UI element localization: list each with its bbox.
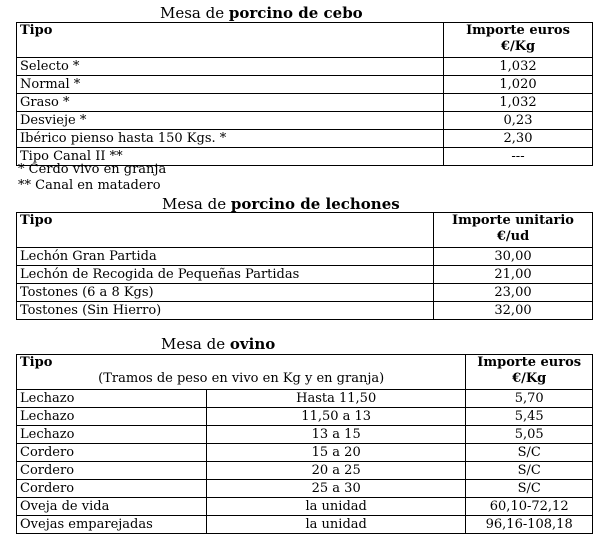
ovino-peso-cell: 11,50 a 13 [207, 408, 466, 426]
ovino-tipo-cell: Cordero [17, 444, 207, 462]
lechones-tipo-cell: Tostones (Sin Hierro) [17, 302, 434, 320]
ovino-importe-cell: S/C [466, 462, 593, 480]
ovino-peso-cell: 13 a 15 [207, 426, 466, 444]
lechones-header-row [17, 213, 593, 248]
lechones-col-importe-line1: Importe unitario [452, 213, 574, 228]
table-row [17, 248, 593, 266]
ovino-tipo-cell: Lechazo [17, 390, 207, 408]
ovino-header-row [17, 355, 593, 390]
cebo-col-importe-line1: Importe euros [466, 23, 570, 38]
ovino-title [161, 335, 275, 353]
cebo-importe-cell: 1,020 [444, 76, 593, 94]
lechones-table [16, 212, 593, 320]
table-row [17, 130, 593, 148]
ovino-col-importe-line1: Importe euros [477, 355, 582, 370]
ovino-col-tramos: (Tramos de peso en vivo en Kg y en granja) [98, 371, 385, 386]
cebo-title-bold: porcino de cebo [228, 4, 363, 22]
table-row [17, 284, 593, 302]
ovino-peso-cell: Hasta 11,50 [207, 390, 466, 408]
cebo-tipo-cell: Tipo Canal II ** [17, 148, 444, 166]
ovino-importe-cell: S/C [466, 480, 593, 498]
ovino-peso-cell: 25 a 30 [207, 480, 466, 498]
table-row [17, 112, 593, 130]
lechones-tipo-cell: Lechón Gran Partida [17, 248, 434, 266]
table-row [17, 426, 593, 444]
table-row [17, 390, 593, 408]
ovino-tipo-cell: Cordero [17, 480, 207, 498]
cebo-table [16, 22, 593, 166]
cebo-header-row [17, 23, 593, 58]
ovino-importe-cell: S/C [466, 444, 593, 462]
lechones-importe-cell: 23,00 [434, 284, 593, 302]
ovino-title-bold: ovino [229, 335, 276, 353]
ovino-peso-cell: la unidad [207, 516, 466, 534]
lechones-importe-cell: 30,00 [434, 248, 593, 266]
ovino-importe-cell: 5,70 [466, 390, 593, 408]
lechones-tipo-cell: Tostones (6 a 8 Kgs) [17, 284, 434, 302]
ovino-tipo-cell: Lechazo [17, 408, 207, 426]
table-row [17, 462, 593, 480]
ovino-table [16, 354, 593, 534]
ovino-tipo-cell: Lechazo [17, 426, 207, 444]
ovino-col-importe [466, 355, 593, 390]
cebo-title [160, 4, 363, 22]
cebo-importe-cell: --- [444, 148, 593, 166]
lechones-col-tipo: Tipo [17, 213, 434, 248]
table-row [17, 480, 593, 498]
ovino-title-prefix: Mesa de [161, 335, 230, 353]
cebo-importe-cell: 1,032 [444, 94, 593, 112]
ovino-peso-cell: 20 a 25 [207, 462, 466, 480]
table-row [17, 302, 593, 320]
cebo-importe-cell: 0,23 [444, 112, 593, 130]
table-row [17, 516, 593, 534]
lechones-importe-cell: 21,00 [434, 266, 593, 284]
cebo-title-prefix: Mesa de [160, 4, 229, 22]
cebo-col-tipo: Tipo [17, 23, 444, 58]
cebo-importe-cell: 1,032 [444, 58, 593, 76]
lechones-title-bold: porcino de lechones [230, 195, 400, 213]
lechones-col-importe-line2: €/ud [496, 229, 530, 244]
lechones-title [162, 195, 400, 213]
cebo-tipo-cell: Selecto * [17, 58, 444, 76]
table-row [17, 94, 593, 112]
table-row [17, 498, 593, 516]
lechones-importe-cell: 32,00 [434, 302, 593, 320]
cebo-importe-cell: 2,30 [444, 130, 593, 148]
ovino-col-importe-line2: €/Kg [512, 371, 547, 386]
ovino-tipo-cell: Cordero [17, 462, 207, 480]
table-row [17, 408, 593, 426]
ovino-peso-cell: la unidad [207, 498, 466, 516]
ovino-importe-cell: 60,10-72,12 [466, 498, 593, 516]
table-row [17, 266, 593, 284]
table-row [17, 76, 593, 94]
cebo-tipo-cell: Normal * [17, 76, 444, 94]
cebo-tipo-cell: Ibérico pienso hasta 150 Kgs. * [17, 130, 444, 148]
table-row [17, 444, 593, 462]
cebo-tipo-cell: Desvieje * [17, 112, 444, 130]
cebo-note-2: ** Canal en matadero [18, 178, 161, 193]
lechones-title-prefix: Mesa de [162, 195, 231, 213]
cebo-note-1: * Cerdo vivo en granja [18, 162, 167, 177]
ovino-tipo-cell: Oveja de vida [17, 498, 207, 516]
ovino-importe-cell: 5,45 [466, 408, 593, 426]
cebo-tipo-cell: Graso * [17, 94, 444, 112]
ovino-importe-cell: 96,16-108,18 [466, 516, 593, 534]
lechones-col-importe [434, 213, 593, 248]
table-row [17, 58, 593, 76]
lechones-tipo-cell: Lechón de Recogida de Pequeñas Partidas [17, 266, 434, 284]
cebo-col-importe-line2: €/Kg [500, 39, 536, 54]
ovino-col-tipo: Tipo [20, 355, 53, 370]
ovino-peso-cell: 15 a 20 [207, 444, 466, 462]
ovino-col-tipo-group [17, 355, 466, 390]
ovino-tipo-cell: Ovejas emparejadas [17, 516, 207, 534]
ovino-importe-cell: 5,05 [466, 426, 593, 444]
cebo-col-importe [444, 23, 593, 58]
